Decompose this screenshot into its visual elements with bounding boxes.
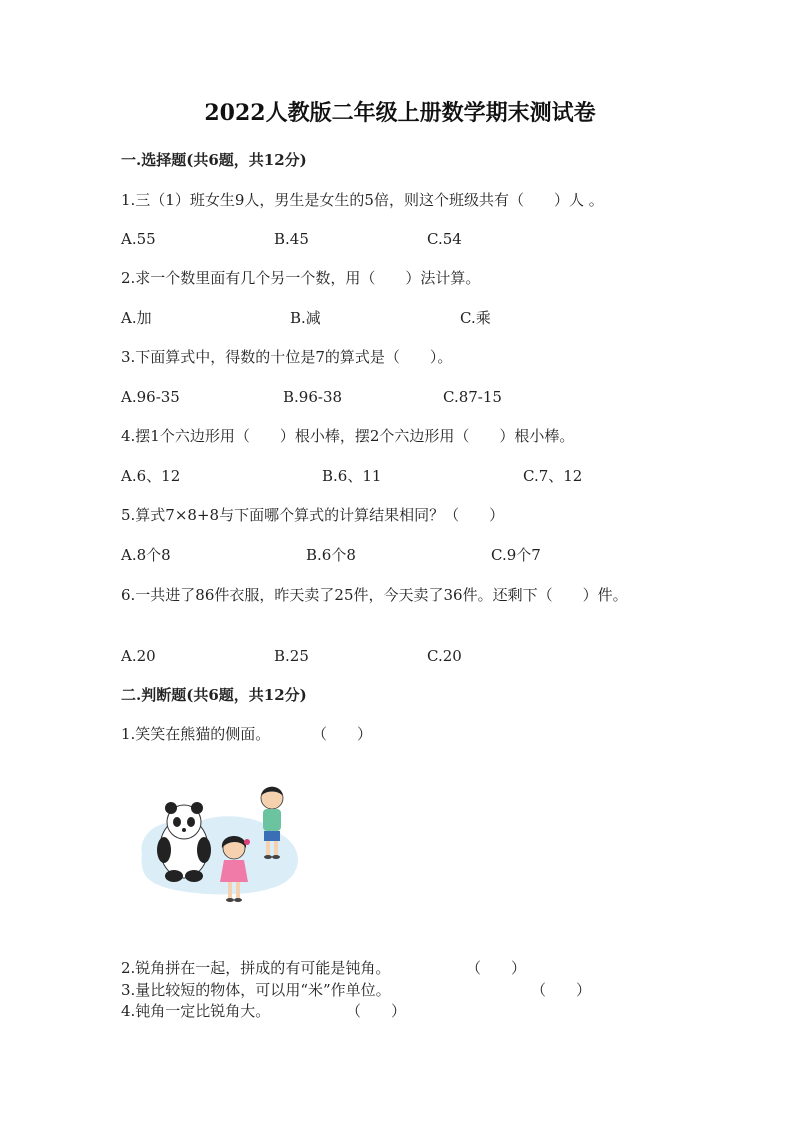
- section-heading-choice: 一.选择题(共6题，共12分): [121, 151, 307, 169]
- section-heading-judgement: 二.判断题(共6题，共12分): [121, 686, 307, 704]
- option-a: A.96-35: [121, 388, 180, 406]
- question-3: 3.下面算式中，得数的十位是7的算式是（ ）。: [121, 348, 453, 366]
- option-a: A.20: [121, 647, 156, 665]
- question-1: 1.三（1）班女生9人，男生是女生的5倍，则这个班级共有（ ）人 。: [121, 191, 604, 209]
- option-c: C.9个7: [491, 546, 541, 564]
- judgement-3: 3.量比较短的物体，可以用“米”作单位。: [121, 981, 391, 999]
- option-b: B.减: [290, 309, 321, 327]
- option-a: A.55: [121, 230, 156, 248]
- question-4: 4.摆1个六边形用（ ）根小棒，摆2个六边形用（ ）根小棒。: [121, 427, 575, 445]
- option-c: C.87-15: [443, 388, 502, 406]
- answer-blank: （ ）: [531, 981, 592, 999]
- option-a: A.8个8: [121, 546, 171, 564]
- judgement-2: 2.锐角拼在一起，拼成的有可能是钝角。: [121, 959, 391, 977]
- option-c: C.乘: [460, 309, 491, 327]
- judgement-1: 1.笑笑在熊猫的侧面。: [121, 725, 271, 743]
- option-b: B.6个8: [306, 546, 356, 564]
- option-b: B.96-38: [283, 388, 343, 406]
- judgement-4: 4.钝角一定比锐角大。: [121, 1002, 271, 1020]
- question-5: 5.算式7×8+8与下面哪个算式的计算结果相同？（ ）: [121, 506, 505, 524]
- option-c: C.7、12: [523, 467, 583, 485]
- option-a: A.6、12: [121, 467, 181, 485]
- panda-and-children-illustration: [132, 770, 312, 920]
- option-c: C.54: [427, 230, 462, 248]
- question-6: 6.一共进了86件衣服，昨天卖了25件，今天卖了36件。还剩下（ ）件。: [121, 586, 628, 604]
- question-2: 2.求一个数里面有几个另一个数，用（ ）法计算。: [121, 269, 481, 287]
- option-b: B.25: [274, 647, 309, 665]
- option-b: B.45: [274, 230, 309, 248]
- page-title: 2022人教版二年级上册数学期末测试卷: [204, 100, 596, 126]
- answer-blank: （ ）: [466, 959, 527, 977]
- option-a: A.加: [121, 309, 152, 327]
- answer-blank: （ ）: [312, 725, 373, 743]
- option-c: C.20: [427, 647, 462, 665]
- option-b: B.6、11: [322, 467, 382, 485]
- answer-blank: （ ）: [346, 1002, 407, 1020]
